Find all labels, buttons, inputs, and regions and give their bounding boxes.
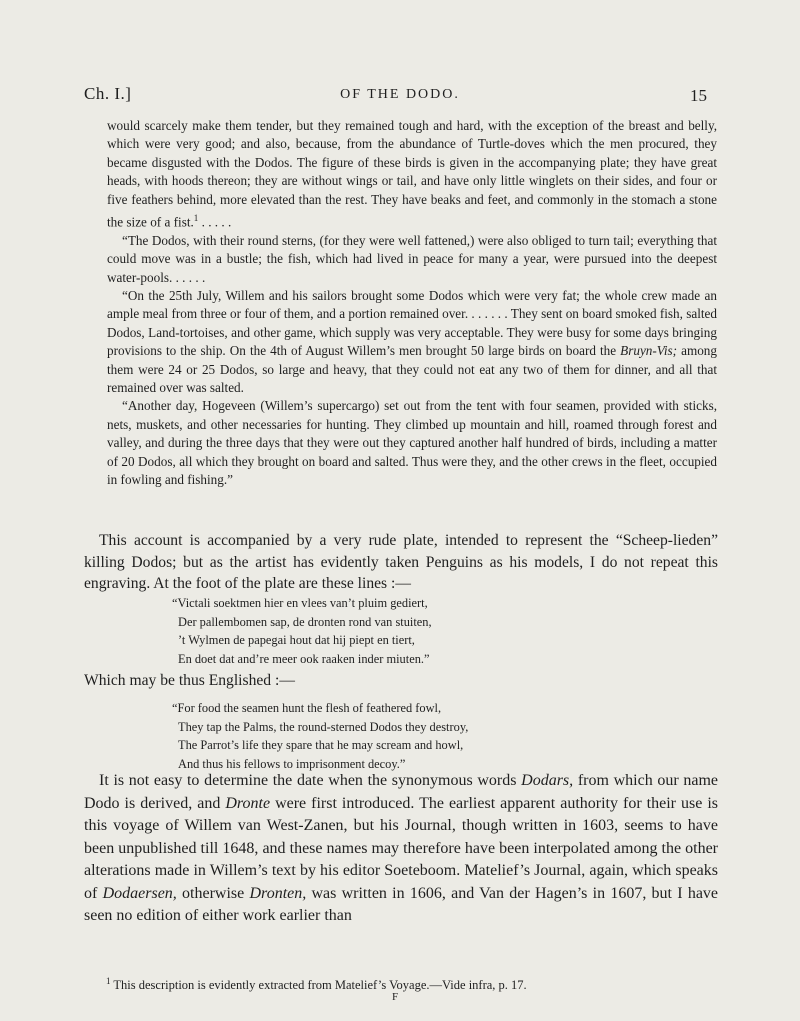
quote-text: among them were 24 or 25 Dodos, so large and heavy, that they could not eat any two of them for dinner, and all that remained over was salted. <box>107 343 717 396</box>
quote-text: “On the 25th July, Willem and his sailors brought some Dodos which were very fat; the whole crew made an ample meal from three or four of them, and a portion remained over. . . . . . . They sent on board smoked fish, salted Dodos, Land-tortoises, and other game, which supply was very acceptable. They were busy for some days bringing provisions to the ship. On the 4th of August Willem’s men brought 50 large birds on board the <box>107 288 717 359</box>
verse-line: “Victali soektmen hier en vlees van’t pluim gediert, <box>172 596 428 610</box>
quote-paragraph-3 <box>107 287 717 397</box>
dutch-verse <box>172 594 432 668</box>
footnote <box>106 976 527 993</box>
body-paragraph-2: Which may be thus Englished :— <box>84 672 295 689</box>
footnote-marker: 1 <box>106 976 111 986</box>
verse-line: They tap the Palms, the round-sterned Dodos they destroy, <box>178 719 469 734</box>
running-head-chapter: Ch. I.] <box>84 84 132 103</box>
quoted-narrative <box>107 117 717 490</box>
quote-text: would scarcely make them tender, but they remained tough and hard, with the exception of the breast and belly, which were very good; and also, because, from the abundance of Turtle-doves which the men procured, they became disgusted with the Dodos. The figure of these birds is given in the accompanying plate; they have great heads, with hoods thereon; they are without wings or tail, and have only little winglets on their sides, and four or five feathers behind, more elevated than the rest. They have beaks and feet, and commonly in the stomach a stone the size of a fist. <box>107 118 717 230</box>
term-dronte: Dronte <box>225 794 271 812</box>
body-text: was written in 1606, and Van der Hagen’s in 1607, but I have seen no edition of either work earlier than <box>84 884 719 924</box>
body-text: otherwise <box>176 884 250 902</box>
quote-paragraph-2: “The Dodos, with their round sterns, (for they were well fattened,) were also obliged to turn tail; everything that could move was in a bustle; the fish, which had lived in peace for many a year, were pursued into the deepest water-pools. . . . . . <box>107 232 717 285</box>
verse-line: ’t Wylmen de papegai hout dat hij piept en tiert, <box>178 633 415 648</box>
ellipsis: . . . . . <box>198 214 232 230</box>
body-text: from which our name Dodo is derived, and <box>84 772 718 812</box>
body-text: It is not easy to determine the date when the synonymous words <box>99 772 522 789</box>
term-dodaersen: Dodaersen, <box>102 884 177 902</box>
body-paragraph-3 <box>84 770 718 928</box>
verse-line: En doet dat and’re meer ook raaken inder miuten.” <box>178 651 430 666</box>
english-verse <box>172 699 468 773</box>
page-number: 15 <box>690 86 707 105</box>
ship-name: Bruyn-Vis; <box>620 343 678 359</box>
body-paragraph-1: This account is accompanied by a very rude plate, intended to represent the “Scheep-lieden” killing Dodos; but as the artist has evidently taken Penguins as his models, I do not repeat this engraving. At the foot of the plate are these lines :— <box>84 532 718 593</box>
verse-line: Der pallembomen sap, de dronten rond van stuiten, <box>178 614 432 629</box>
quote-paragraph-1 <box>107 117 717 232</box>
verse-line: “For food the seamen hunt the flesh of feathered fowl, <box>172 701 442 715</box>
body-text: were first introduced. The earliest apparent authority for their use is this voyage of Willem van West-Zanen, but his Journal, though written in 1603, seems to have been unpublished till 1648, and these names may therefore have been interpolated among the other alterations made in Willem’s text by his editor Soeteboom. Matelief’s Journal, again, which speaks of <box>84 794 718 902</box>
signature-mark: F <box>392 991 399 1003</box>
quote-paragraph-4: “Another day, Hogeveen (Willem’s supercargo) set out from the tent with four seamen, provided with sticks, nets, muskets, and other necessaries for hunting. They climbed up mountain and hill, roamed through forest and valley, and during the three days that they were out they captured another half hundred of birds, including a matter of 20 Dodos, all which they brought on board and salted. Thus were they, and the other crews in the fleet, occupied in fowling and fishing.” <box>107 398 717 488</box>
footnote-reference: 1 <box>193 213 199 224</box>
verse-line: The Parrot’s life they spare that he may scream and howl, <box>178 738 464 753</box>
verse-line: And thus his fellows to imprisonment decoy.” <box>178 756 406 771</box>
term-dodars: Dodars, <box>521 772 574 789</box>
running-head-title: OF THE DODO. <box>340 87 460 102</box>
footnote-text: This description is evidently extracted from Matelief’s Voyage.—Vide infra, p. 17. <box>110 978 527 993</box>
term-dronten: Dronten, <box>249 884 307 902</box>
